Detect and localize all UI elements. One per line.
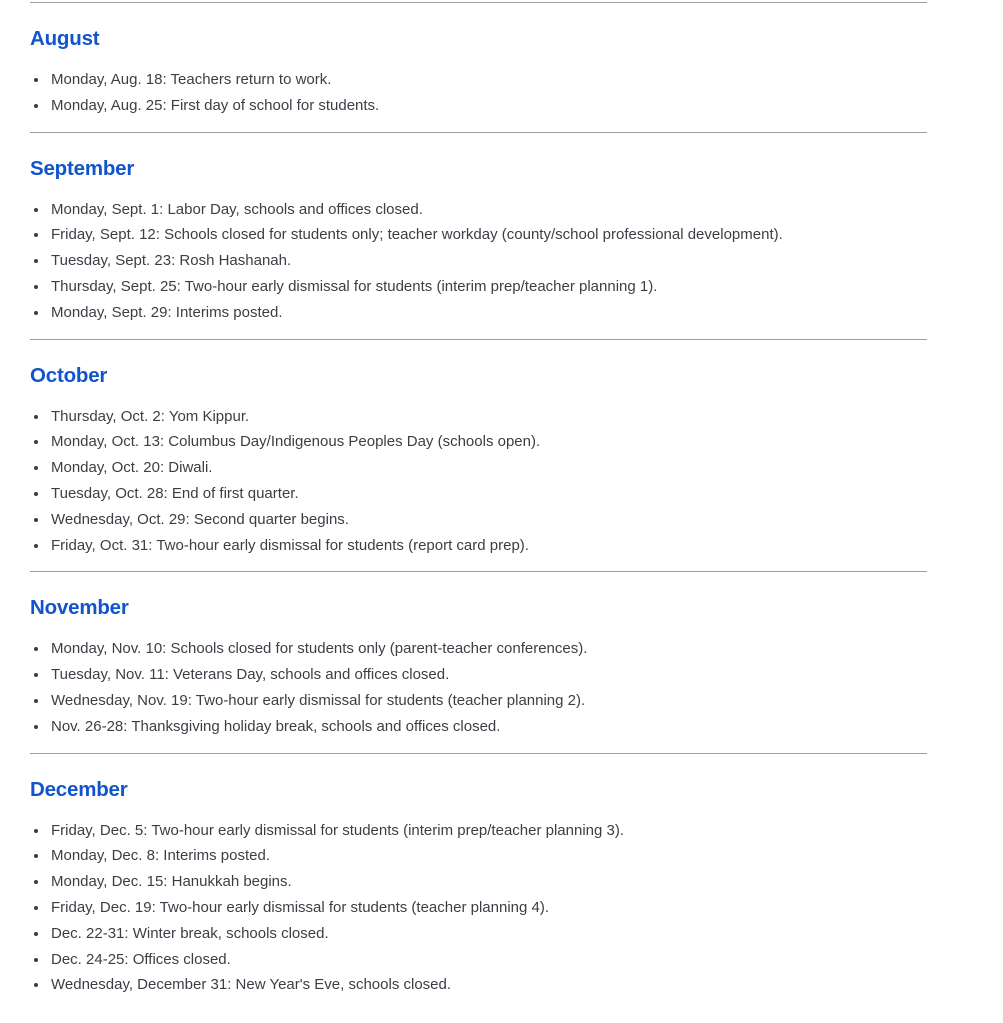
event-item: • Friday, Oct. 31: Two-hour early dismissal for students (report card prep). xyxy=(49,533,927,559)
event-item: • Monday, Dec. 8: Interims posted. xyxy=(49,843,927,869)
event-list xyxy=(30,67,927,119)
event-item: • Monday, Dec. 15: Hanukkah begins. xyxy=(49,869,927,895)
month-section xyxy=(30,339,927,559)
event-list xyxy=(30,404,927,559)
month-section xyxy=(30,2,927,119)
event-item: • Wednesday, Nov. 19: Two-hour early dismissal for students (teacher planning 2). xyxy=(49,688,927,714)
event-item: • Tuesday, Oct. 28: End of first quarter. xyxy=(49,481,927,507)
event-list xyxy=(30,818,927,999)
event-item: • Dec. 24-25: Offices closed. xyxy=(49,947,927,973)
event-item: • Friday, Sept. 12: Schools closed for students only; teacher workday (county/school professional development). xyxy=(49,222,927,248)
section-divider xyxy=(30,2,927,3)
event-item: • Monday, Nov. 10: Schools closed for students only (parent-teacher conferences). xyxy=(49,636,927,662)
section-divider xyxy=(30,132,927,133)
month-heading: September xyxy=(30,156,135,180)
event-item: • Wednesday, December 31: New Year's Eve, schools closed. xyxy=(49,972,927,998)
event-list xyxy=(30,197,927,326)
month-heading: December xyxy=(30,777,128,801)
section-divider xyxy=(30,753,927,754)
event-item: • Monday, Aug. 18: Teachers return to work. xyxy=(49,67,927,93)
event-item: • Nov. 26-28: Thanksgiving holiday break, schools and offices closed. xyxy=(49,714,927,740)
month-heading: October xyxy=(30,363,108,387)
event-item: • Thursday, Oct. 2: Yom Kippur. xyxy=(49,404,927,430)
event-item: • Thursday, Sept. 25: Two-hour early dismissal for students (interim prep/teacher planning 1). xyxy=(49,274,927,300)
month-heading: November xyxy=(30,596,129,620)
section-divider xyxy=(30,339,927,340)
month-heading: August xyxy=(30,27,100,50)
event-list xyxy=(30,636,927,739)
month-section xyxy=(30,132,927,326)
event-item: • Tuesday, Nov. 11: Veterans Day, schools and offices closed. xyxy=(49,662,927,688)
month-section xyxy=(30,753,927,999)
event-item: • Friday, Dec. 5: Two-hour early dismissal for students (interim prep/teacher planning 3). xyxy=(49,818,927,844)
event-item: • Monday, Oct. 13: Columbus Day/Indigenous Peoples Day (schools open). xyxy=(49,429,927,455)
event-item: • Friday, Dec. 19: Two-hour early dismissal for students (teacher planning 4). xyxy=(49,895,927,921)
event-item: • Tuesday, Sept. 23: Rosh Hashanah. xyxy=(49,248,927,274)
event-item: • Monday, Sept. 29: Interims posted. xyxy=(49,300,927,326)
event-item: • Dec. 22-31: Winter break, schools closed. xyxy=(49,921,927,947)
event-item: • Monday, Sept. 1: Labor Day, schools and offices closed. xyxy=(49,197,927,223)
month-section xyxy=(30,571,927,739)
section-divider xyxy=(30,571,927,572)
event-item: • Monday, Oct. 20: Diwali. xyxy=(49,455,927,481)
calendar-content xyxy=(30,0,927,998)
event-item: • Wednesday, Oct. 29: Second quarter begins. xyxy=(49,507,927,533)
event-item: • Monday, Aug. 25: First day of school for students. xyxy=(49,93,927,119)
